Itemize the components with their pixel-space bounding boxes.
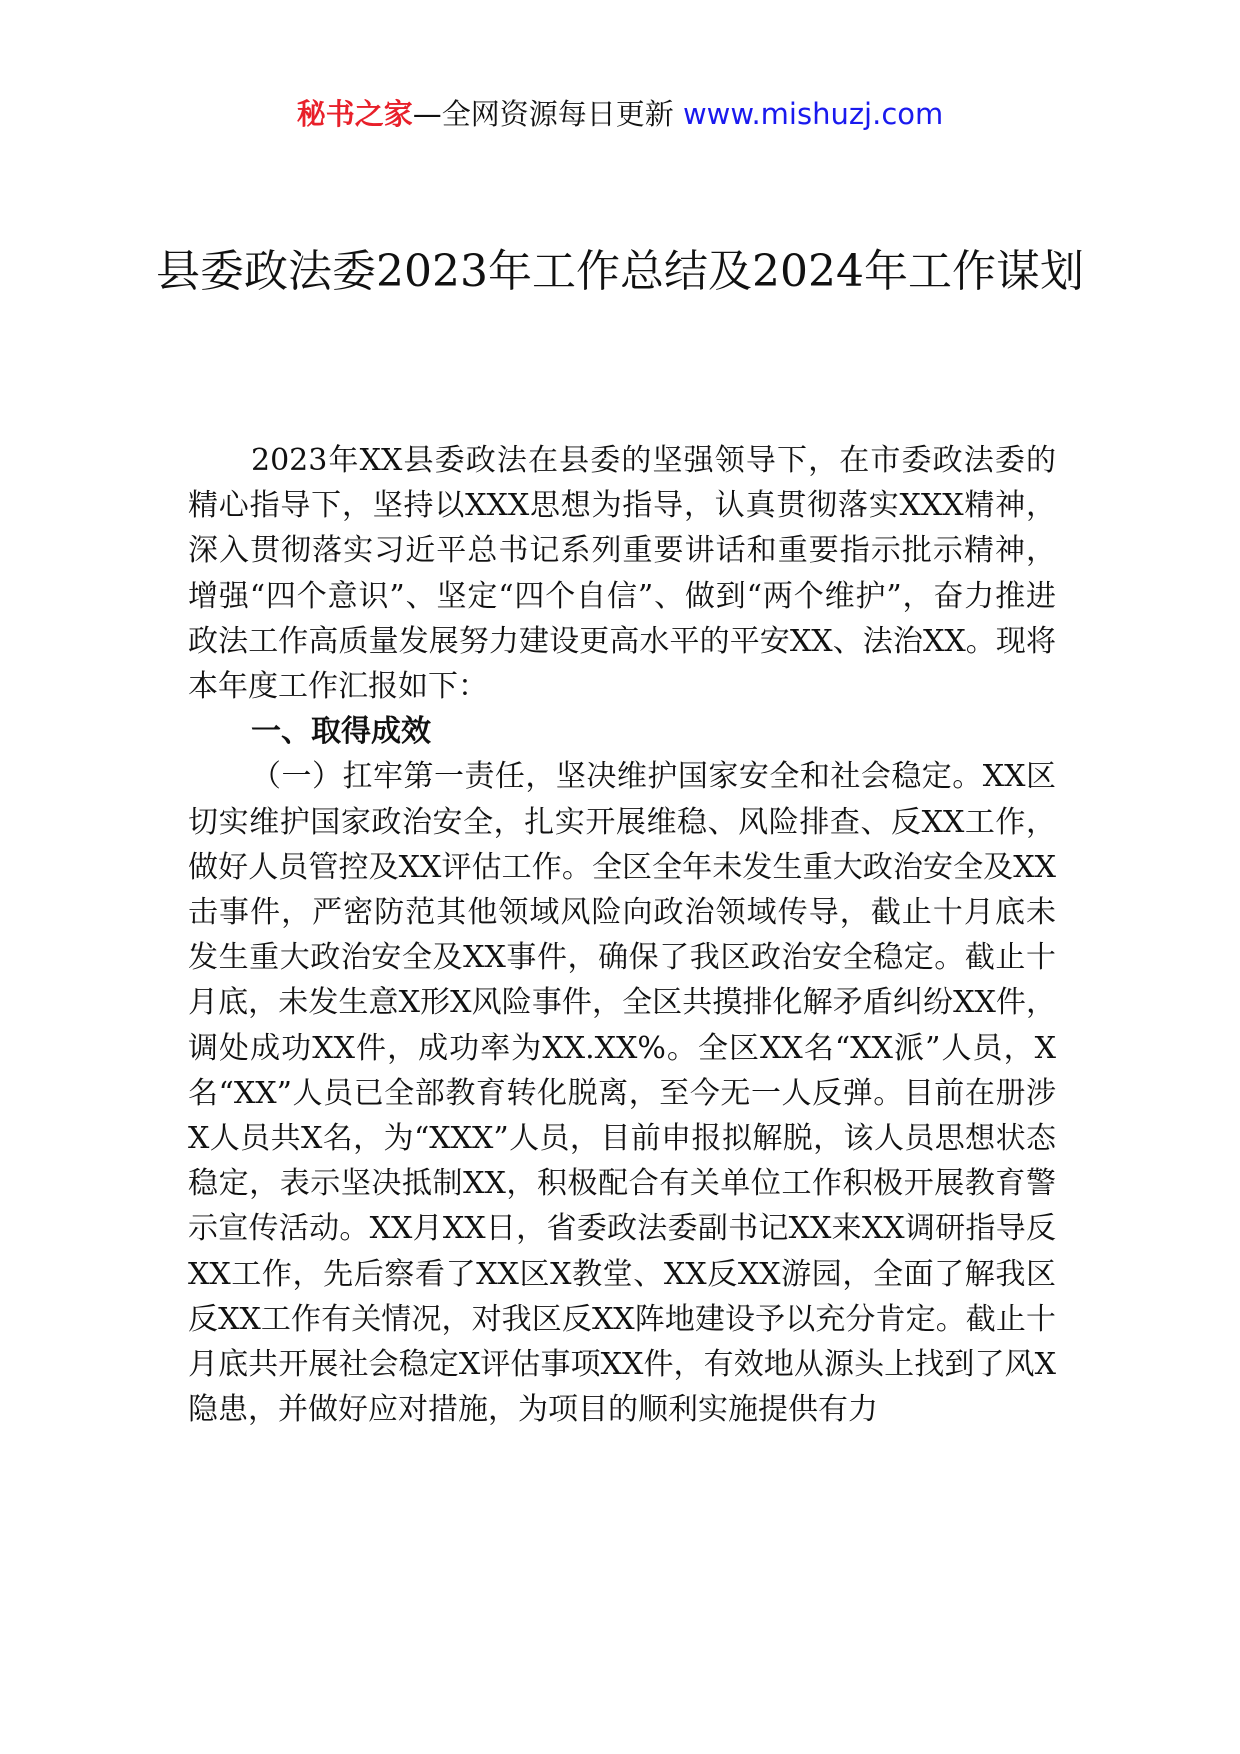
section-paragraph: （一）扛牢第一责任，坚决维护国家安全和社会稳定。XX区切实维护国家政治安全，扎实开展维稳、风险排查、反XX工作，做好人员管控及XX评估工作。全区全年未发生重大政治安全及XX击事件，严密防范其他领域风险向政治领域传导，截止十月底未发生重大政治安全及XX事件，确保了我区政治安全稳定。截止十月底，未发生意X形X风险事件，全区共摸排化解矛盾纠纷XX件，调处成功XX件，成功率为XX.XX%。全区XX名“XX派”人员，X名“XX”人员已全部教育转化脱离，至今无一人反弹。目前在册涉X人员共X名，为“XXX”人员，目前申报拟解脱，该人员思想状态稳定，表示坚决抵制XX，积极配合有关单位工作积极开展教育警示宣传活动。XX月XX日，省委政法委副书记XX来XX调研指导反XX工作，先后察看了XX区X教堂、XX反XX游园，全面了解我区反XX工作有关情况，对我区反XX阵地建设予以充分肯定。截止十月底共开展社会稳定X评估事项XX件，有效地从源头上找到了风X隐患，并做好应对措施，为项目的顺利实施提供有力 [188, 759, 1056, 1428]
intro-paragraph: 2023年XX县委政法在县委的坚强领导下，在市委政法委的精心指导下，坚持以XXX思想为指导，认真贯彻落实XXX精神，深入贯彻落实习近平总书记系列重要讲话和重要指示批示精神，增强“四个意识”、坚定“四个自信”、做到“两个维护”，奋力推进政法工作高质量发展努力建设更高水平的平安XX、法治XX。现将本年度工作汇报如下： [188, 443, 1056, 705]
section-heading: 一、取得成效 [251, 714, 431, 750]
document-body [188, 438, 1056, 1432]
header-slogan: —全网资源每日更新 [412, 97, 683, 131]
site-url-link[interactable]: www.mishuzj.com [682, 97, 944, 131]
site-header [0, 94, 1240, 134]
brand-name: 秘书之家 [296, 97, 413, 131]
document-title: 县委政法委2023年工作总结及2024年工作谋划 [156, 246, 1084, 297]
